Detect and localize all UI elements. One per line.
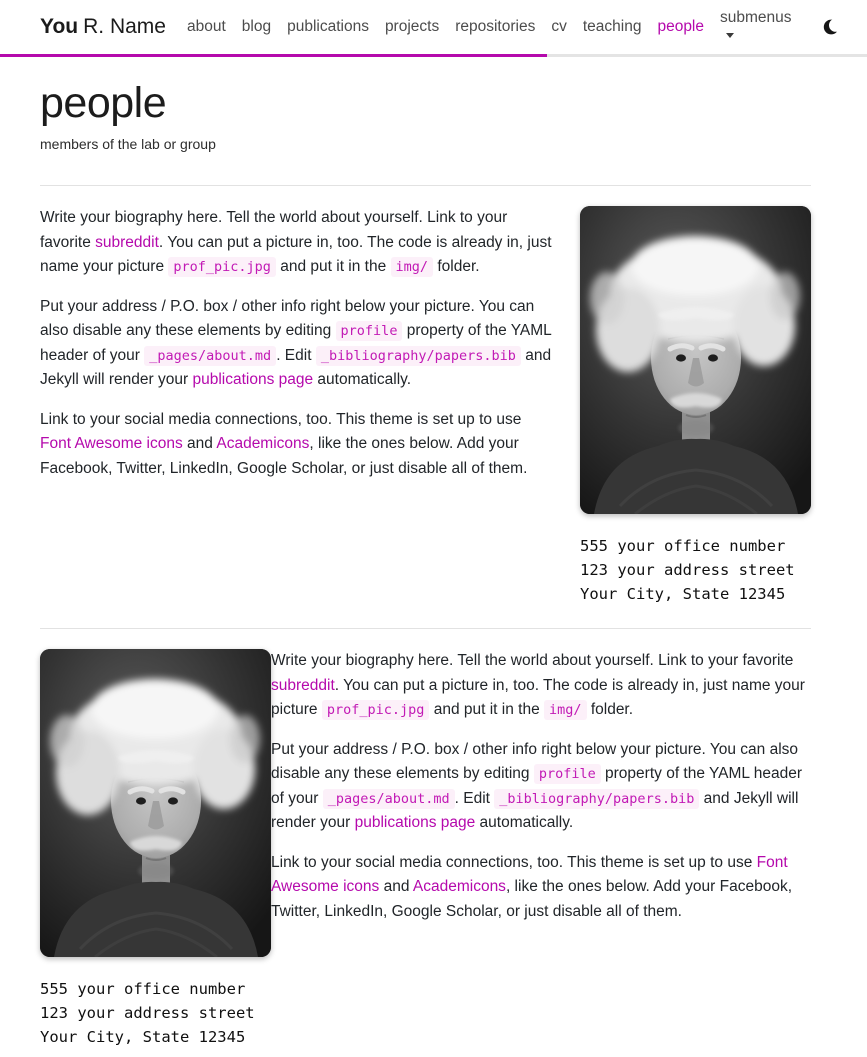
bio-text-span: automatically. — [475, 813, 574, 831]
nav-link-repositories[interactable]: repositories — [455, 18, 536, 35]
section-divider — [40, 628, 811, 629]
bio-text-span: and — [379, 878, 413, 896]
inline-code: _pages/about.md — [144, 346, 276, 366]
scroll-progress-fill — [0, 54, 547, 57]
nav-item-people — [649, 12, 712, 42]
inline-link[interactable]: subreddit — [95, 233, 159, 251]
header-divider — [40, 185, 811, 186]
bio-text-span: and — [182, 435, 217, 453]
nav-item-publications — [279, 12, 377, 42]
inline-link[interactable]: Font Awesome icons — [271, 854, 788, 896]
dark-mode-toggle[interactable] — [817, 14, 847, 40]
profile-photo-2 — [40, 649, 271, 957]
brand-first-name: You — [40, 15, 79, 38]
chevron-down-icon — [726, 33, 734, 38]
moon-icon — [823, 18, 841, 36]
bio-text-span: folder. — [433, 257, 480, 275]
inline-code: img/ — [544, 700, 587, 720]
bio-paragraph — [40, 295, 555, 392]
bio-text-span: Put your address / P.O. box / other info right below your picture. You can also disable any these elements by editing — [40, 298, 535, 340]
profile-figure-2 — [40, 649, 271, 1049]
inline-link[interactable]: Academicons — [216, 435, 310, 453]
main-nav — [179, 3, 809, 51]
bio-paragraph — [271, 649, 811, 722]
address-line: Your City, State 12345 — [580, 585, 786, 604]
inline-link[interactable]: publications page — [192, 370, 314, 388]
inline-link[interactable]: subreddit — [271, 676, 335, 694]
bio-text-span: . You can put a picture in, too. The code is already in, just name your picture — [271, 676, 805, 718]
brand-last-name: R. Name — [83, 15, 166, 38]
inline-code: profile — [336, 321, 403, 341]
nav-item-blog — [234, 12, 279, 42]
inline-code: _bibliography/papers.bib — [494, 789, 699, 809]
inline-code: prof_pic.jpg — [322, 700, 430, 720]
inline-link[interactable]: publications page — [354, 813, 476, 831]
bio-paragraph — [271, 738, 811, 835]
profile-section-2 — [40, 649, 811, 1049]
bio-text-span: property of the YAML header of your — [40, 322, 552, 364]
bio-text-span: Link to your social media connections, too. This theme is set up to use — [40, 411, 522, 429]
inline-link[interactable]: Font Awesome icons — [40, 435, 183, 453]
bio-paragraph — [40, 206, 555, 279]
nav-item-cv — [543, 12, 575, 42]
nav-link-cv[interactable]: cv — [551, 18, 567, 35]
bio-text-span: Put your address / P.O. box / other info right below your picture. You can also disable any these elements by editing — [271, 741, 799, 783]
bio-text-span: and Jekyll will render your — [271, 789, 799, 831]
nav-item-projects — [377, 12, 447, 42]
page-description: members of the lab or group — [40, 136, 216, 153]
bio-text-span: and put it in the — [275, 257, 391, 275]
address-line: Your City, State 12345 — [40, 1028, 246, 1047]
bio-text-2 — [271, 649, 811, 924]
nav-link-submenus[interactable]: submenus — [712, 3, 809, 51]
bio-text-span: . Edit — [454, 789, 495, 807]
nav-item-teaching — [575, 12, 650, 42]
bio-text-span: and put it in the — [429, 700, 544, 718]
nav-link-about[interactable]: about — [186, 18, 226, 35]
bio-text-span: . Edit — [276, 346, 316, 364]
inline-link[interactable]: Academicons — [412, 878, 506, 896]
inline-code: _bibliography/papers.bib — [316, 346, 521, 366]
nav-item-repositories — [447, 12, 543, 42]
address-line: 123 your address street — [40, 1004, 255, 1023]
address-block-1 — [580, 534, 811, 606]
inline-code: _pages/about.md — [323, 789, 455, 809]
nav-list — [179, 3, 809, 51]
bio-text-span: Link to your social media connections, too. This theme is set up to use — [271, 854, 757, 872]
address-line: 555 your office number — [580, 537, 786, 556]
bio-paragraph — [40, 408, 555, 481]
bio-text-span: , like the ones below. Add your Facebook, Twitter, LinkedIn, Google Scholar, or just disable all of them. — [271, 878, 793, 920]
address-line: 555 your office number — [40, 980, 246, 999]
inline-code: profile — [534, 764, 601, 784]
bio-text-span: property of the YAML header of your — [271, 765, 803, 807]
bio-paragraph — [271, 851, 811, 924]
address-line: 123 your address street — [580, 561, 795, 580]
profile-photo-1 — [580, 206, 811, 514]
post-header — [40, 79, 811, 152]
nav-link-blog[interactable]: blog — [241, 18, 272, 35]
nav-link-publications[interactable]: publications — [287, 18, 369, 35]
nav-link-people[interactable]: people — [657, 18, 704, 35]
navbar — [0, 0, 867, 57]
portrait-image — [40, 649, 271, 957]
nav-item-submenus — [712, 3, 809, 51]
main-content — [40, 79, 811, 1057]
nav-link-teaching[interactable]: teaching — [582, 18, 642, 35]
inline-code: img/ — [391, 257, 434, 277]
profile-section-1 — [40, 206, 811, 606]
bio-text-span: Write your biography here. Tell the world about yourself. Link to your favorite — [40, 209, 508, 251]
address-block-2 — [40, 977, 271, 1049]
bio-text-span: automatically. — [313, 370, 412, 388]
page-title: people — [40, 79, 167, 127]
scroll-progress-bar — [0, 54, 867, 57]
nav-link-projects[interactable]: projects — [384, 18, 440, 35]
nav-item-about — [179, 12, 234, 42]
portrait-image — [580, 206, 811, 514]
bio-text-1 — [40, 206, 555, 481]
site-brand[interactable] — [40, 15, 166, 39]
navbar-inner — [0, 0, 867, 54]
bio-text-span: , like the ones below. Add your Facebook, Twitter, LinkedIn, Google Scholar, or just disable all of them. — [40, 435, 528, 477]
profile-figure-1 — [580, 206, 811, 606]
bio-text-span: folder. — [586, 700, 634, 718]
bio-text-span: . You can put a picture in, too. The code is already in, just name your picture — [40, 233, 552, 275]
bio-text-span: Write your biography here. Tell the world about yourself. Link to your favorite — [271, 652, 794, 670]
bio-text-span: and Jekyll will render your — [40, 346, 552, 388]
inline-code: prof_pic.jpg — [168, 257, 276, 277]
